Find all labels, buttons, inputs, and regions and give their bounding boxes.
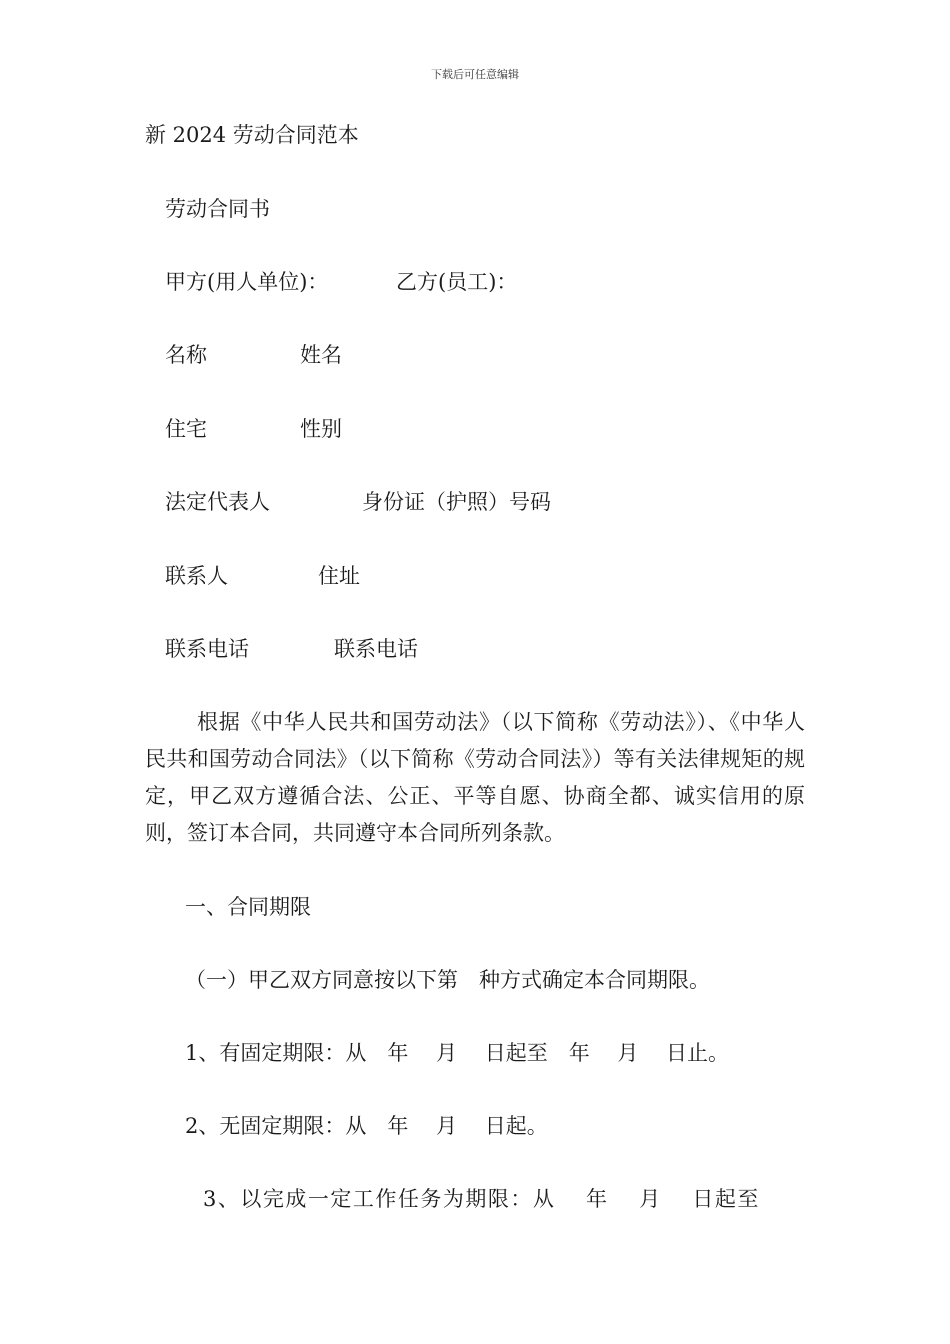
section-clause: （一）甲乙双方同意按以下第 种方式确定本合同期限。 xyxy=(185,968,710,992)
field-row xyxy=(0,419,950,443)
party-row xyxy=(0,272,950,296)
term-option-item: 3、以完成一定工作任务为期限：从 年 月 日起至 xyxy=(203,1187,760,1211)
document-title: 新 2024 劳动合同范本 xyxy=(145,123,359,147)
field-label-left: 联系人 xyxy=(165,564,228,588)
field-label-right: 姓名 xyxy=(300,343,342,367)
field-label-left: 联系电话 xyxy=(165,637,249,661)
field-row xyxy=(0,639,950,663)
field-label-left: 法定代表人 xyxy=(165,490,270,514)
field-label-left: 住宅 xyxy=(165,417,207,441)
field-label-right: 身份证（护照）号码 xyxy=(362,490,551,514)
term-option-item: 2、无固定期限：从 年 月 日起。 xyxy=(185,1114,548,1138)
party-b-label: 乙方(员工)： xyxy=(396,270,518,294)
field-row xyxy=(0,566,950,590)
field-label-right: 性别 xyxy=(300,417,342,441)
field-row xyxy=(0,345,950,369)
page-header: 下载后可任意编辑 xyxy=(431,68,519,81)
field-row xyxy=(0,492,950,516)
field-label-right: 住址 xyxy=(318,564,360,588)
party-a-label: 甲方(用人单位)： xyxy=(165,270,329,294)
section-heading: 一、合同期限 xyxy=(185,895,311,919)
intro-paragraph: 根据《中华人民共和国劳动法》（以下简称《劳动法》）、《中华人民共和国劳动合同法》（以下简称《劳动合同法》）等有关法律规矩的规定，甲乙双方遵循合法、公正、平等自愿、协商全都、诚实信用的原则，签订本合同，共同遵守本合同所列条款。 xyxy=(145,710,805,845)
field-label-right: 联系电话 xyxy=(334,637,418,661)
field-label-left: 名称 xyxy=(165,343,207,367)
term-option-item: 1、有固定期限：从 年 月 日起至 年 月 日止。 xyxy=(185,1041,730,1065)
document-subtitle: 劳动合同书 xyxy=(165,197,270,221)
